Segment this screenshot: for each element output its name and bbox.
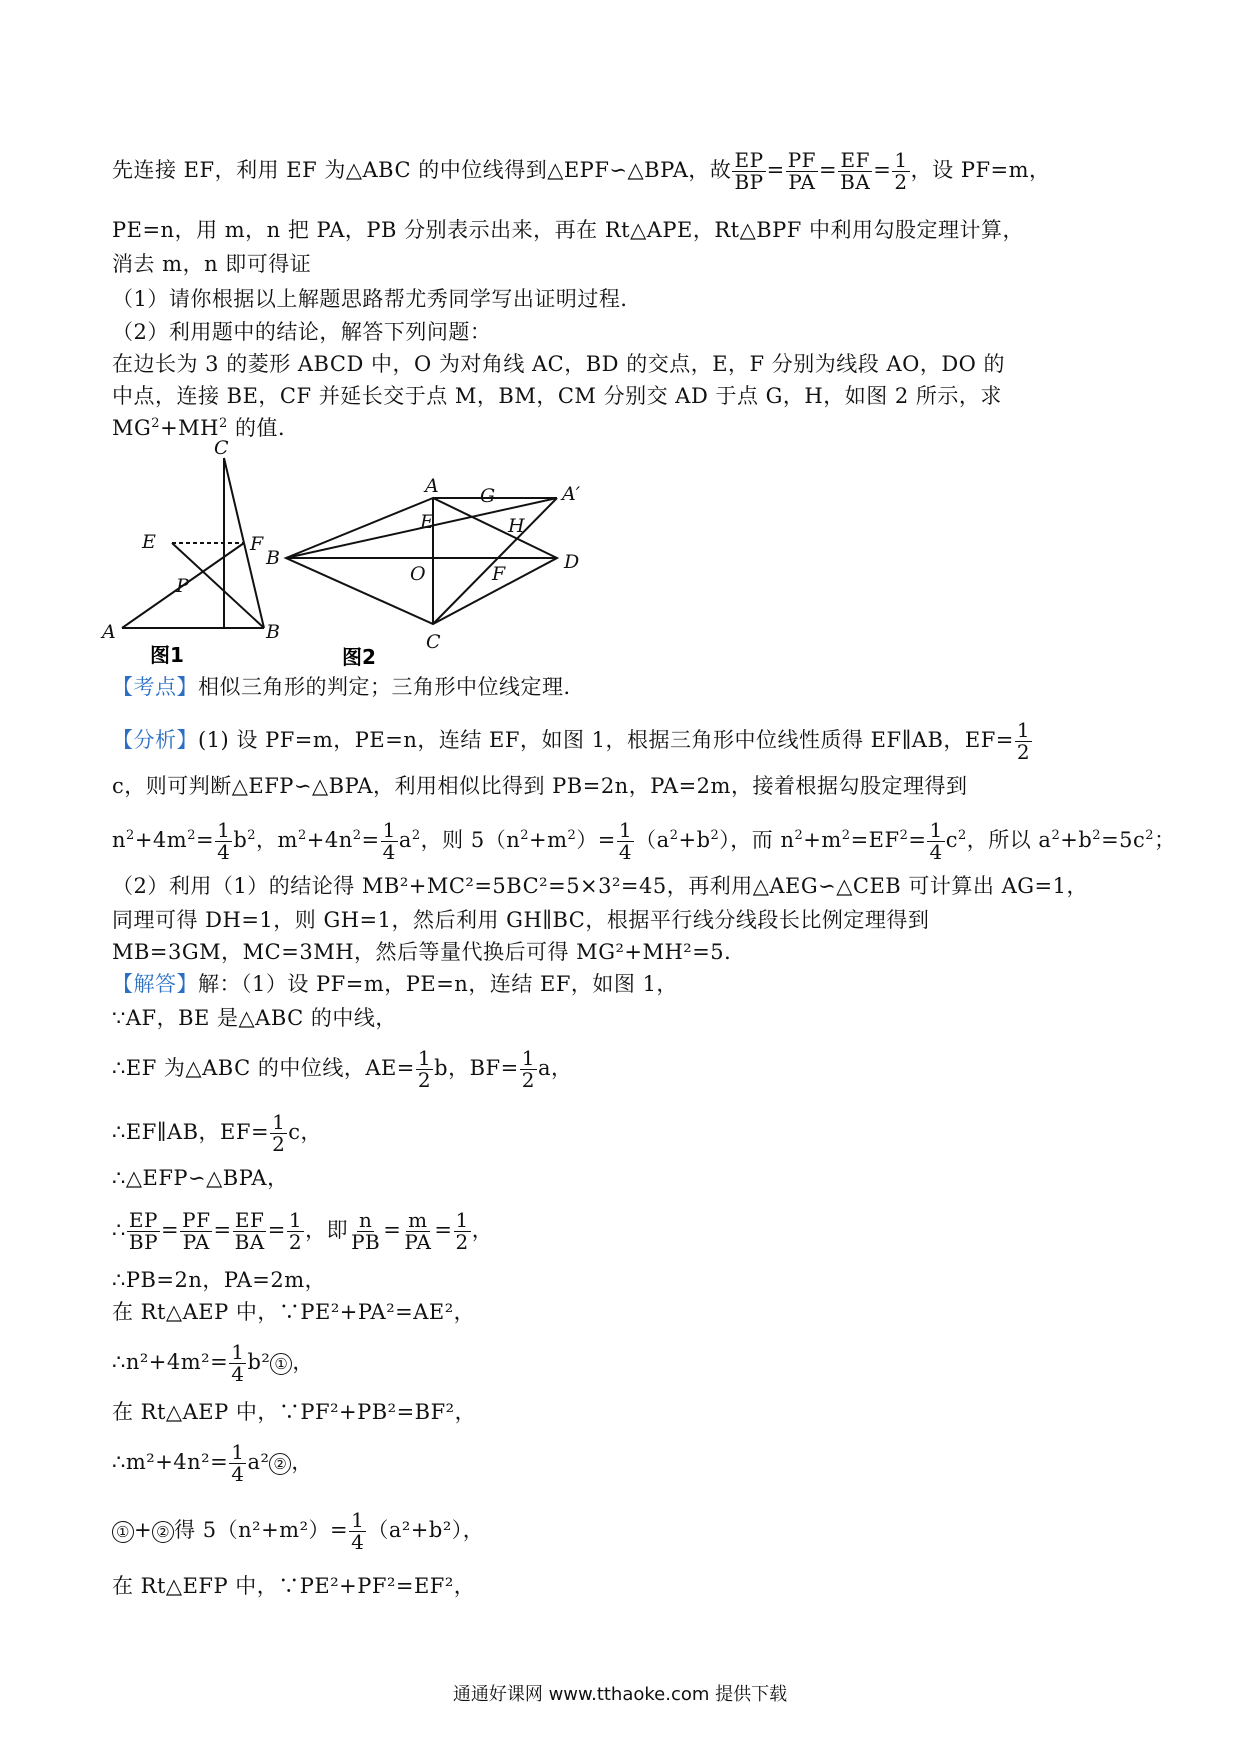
fraction: $\frac{1}{2}$ [288,1208,303,1254]
jieda-line-1: 【解答】解：（1）设 PF=m，PE=n，连结 EF，如图 1， [112,972,678,996]
question-4: 中点，连接 BE，CF 并延长交于点 M，BM，CM 分别交 AD 于点 G，H，如图 2 所示，求 [112,384,1002,408]
label-b: B [266,621,280,643]
fenxi-line-3: $n^2+4m^2=$ $\frac{1}{4}$ $b^2$，$m^2+4n^2=$ $\frac{1}{4}$ $a^2$，则 $5(n^2+m^2)=$ $\frac{1}{4}$ $(a^2+b^2)$，而 $n^2+m^2=EF^2=$ $\frac{1}{4}$ $c^2$，所以 $a^2+b^2=5c^2$； [112,818,1176,864]
label-a: A [425,475,439,497]
label-e: E [420,511,434,533]
circled-number-2: ② [152,1521,174,1543]
fraction: $\frac{1}{4}$ [618,818,633,864]
circled-number-1: ① [270,1353,292,1375]
jieda-line-3: ∴EF 为△ABC 的中位线，AE= $\frac{1}{2}$ b，BF= $\frac{1}{2}$ a， [112,1046,573,1092]
kaodian-line: 【考点】相似三角形的判定；三角形中位线定理． [112,675,585,699]
label-d: D [564,551,580,573]
fraction: $\frac{1}{2}$ [272,1110,286,1156]
question-5: $MG^2+MH^2$ 的值． [112,416,300,440]
intro-line-2: PE=n，用 m，n 把 PA，PB 分别表示出来，再在 Rt△APE，Rt△BPF 中利用勾股定理计算， [112,218,1025,242]
fenxi-tag: 【分析】 [112,728,198,752]
jieda-line-7: ∴PB=2n，PA=2m， [112,1268,327,1292]
question-3: 在边长为 3 的菱形 ABCD 中，O 为对角线 AC，BD 的交点，E，F 分别为线段 AO，DO 的 [112,352,1006,376]
label-f: F [250,533,264,555]
fraction: $\frac{1}{2}$ [521,1046,535,1092]
fraction: $\frac{1}{4}$ [217,818,231,864]
fraction: $\frac{EP}{BP}$ [128,1208,159,1254]
label-c: C [214,440,229,459]
fraction: $\frac{1}{4}$ [231,1440,245,1486]
fenxi-line-5: 同理可得 DH=1，则 GH=1，然后利用 GH∥BC，根据平行线分线段长比例定理得到 [112,908,930,932]
fraction: $\frac{1}{4}$ [351,1508,365,1554]
fraction: $\frac{m}{PA}$ [404,1208,432,1254]
jieda-line-6: ∴ $\frac{EP}{BP}$ = $\frac{PF}{PA}$ = $\frac{EF}{BA}$ = $\frac{1}{2}$ ，即 $\frac{n}{PB}$ = $\frac{m}{PA}$ = $\frac{1}{2}$ ， [112,1208,494,1254]
label-g: G [480,485,496,507]
label-e: E [142,531,156,553]
fraction: $\frac{PF}{PA}$ [787,148,817,194]
jieda-line-8: 在 Rt△AEP 中，∵PE²+PA²=AE²， [112,1300,476,1324]
circled-number-2: ② [269,1453,291,1475]
fraction: $\frac{EP}{BP}$ [734,148,764,194]
jieda-line-13: 在 Rt△EFP 中，∵PE²+PF²=EF²， [112,1574,476,1598]
footer-text: 通通好课网 www.tthaoke.com 提供下载 [452,1684,788,1705]
label-f: F [492,563,506,585]
jieda-line-2: ∵AF，BE 是△ABC 的中线， [112,1006,397,1030]
jieda-line-12: ① + ② 得 5（n²+m²）= $\frac{1}{4}$ （a²+b²）， [112,1510,484,1553]
figure-1-caption: 图1 [150,643,184,667]
label-a: A [102,621,116,643]
fraction: $\frac{1}{4}$ [231,1340,245,1386]
circled-number-1: ① [112,1521,134,1543]
fraction: $\frac{1}{2}$ [455,1208,469,1254]
figure-1-labels [100,440,280,643]
label-a-prime: A′ [562,483,581,505]
fraction: $\frac{1}{4}$ [382,818,396,864]
label-c: C [426,631,441,653]
intro-line-3: 消去 m，n 即可得证 [112,252,312,276]
question-1: （1）请你根据以上解题思路帮尤秀同学写出证明过程． [112,287,642,311]
fraction: $\frac{1}{2}$ [1016,718,1031,764]
jieda-line-10: 在 Rt△AEP 中，∵PF²+PB²=BF²， [112,1400,477,1424]
label-p: P [176,575,189,597]
jieda-line-4: ∴EF∥AB，EF= $\frac{1}{2}$ c， [112,1110,323,1156]
fraction: $\frac{EF}{BA}$ [840,148,871,194]
fraction: $\frac{1}{2}$ [894,148,908,194]
jieda-line-11: ∴m²+4n²= $\frac{1}{4}$ a² ② ， [112,1440,313,1486]
label-b: B [266,547,280,569]
fraction: $\frac{1}{4}$ [929,818,943,864]
fraction: $\frac{1}{2}$ [417,1046,432,1092]
jieda-line-5: ∴△EFP∽△BPA， [112,1166,289,1190]
line-cm [433,498,557,624]
label-o: O [410,563,426,585]
fraction: $\frac{n}{PB}$ [351,1208,381,1254]
geometry-figures [100,440,660,670]
fraction: $\frac{PF}{PA}$ [182,1208,211,1254]
question-2: （2）利用题中的结论，解答下列问题： [112,320,492,344]
fraction: $\frac{EF}{BA}$ [234,1208,265,1254]
kaodian-tag: 【考点】 [112,675,198,699]
label-h: H [508,515,525,537]
jieda-tag: 【解答】 [112,972,198,996]
intro-line-1: 先连接 EF，利用 EF 为△ABC 的中位线得到△EPF∽△BPA，故 $\frac{EP}{BP}$ = $\frac{PF}{PA}$ = $\frac{EF}{BA}$ = $\frac{1}{2}$ ，设 PF=m， [112,148,1051,194]
fenxi-line-2: c，则可判断△EFP∽△BPA，利用相似比得到 PB=2n，PA=2m，接着根据勾股定理得到 [112,774,968,798]
fenxi-line-1: 【分析】(1) 设 PF=m，PE=n，连结 EF，如图 1，根据三角形中位线性质得 EF∥AB，EF= $\frac{1}{2}$ [112,718,1031,764]
jieda-line-9: ∴n²+4m²= $\frac{1}{4}$ b² ① ， [112,1340,314,1386]
fenxi-line-4: （2）利用（1）的结论得 MB²+MC²=5BC²=5×3²=45，再利用△AEG∽△CEB 可计算出 AG=1， [112,874,1088,898]
fenxi-line-6: MB=3GM，MC=3MH，然后等量代换后可得 MG²+MH²=5． [112,940,746,964]
figure-2-caption: 图2 [342,645,376,669]
